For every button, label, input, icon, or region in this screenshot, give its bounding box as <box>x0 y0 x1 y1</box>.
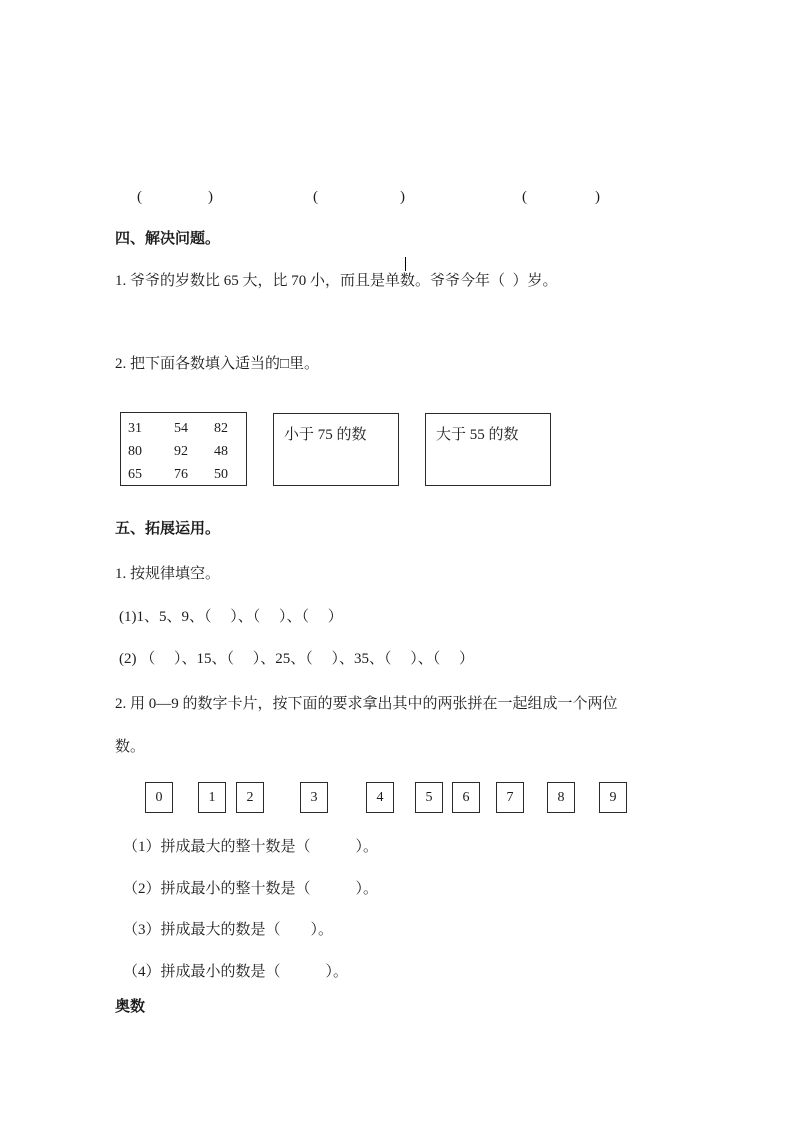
number-cell: 65 <box>128 467 142 482</box>
number-cell: 54 <box>174 421 188 436</box>
number-cell: 82 <box>214 421 228 436</box>
numbers-box <box>120 412 247 486</box>
pattern-line-2: (2) （ ）、15、（ ）、25、（ ）、35、（ ）、（ ） <box>119 651 474 667</box>
section4-q1-text: 1. 爷爷的岁数比 65 大，比 70 小，而且是单数。爷爷今年（ ）岁。 <box>115 273 558 289</box>
cards-question-line-2: 数。 <box>115 739 146 755</box>
close-paren: ) <box>208 189 213 205</box>
digit-card: 9 <box>599 782 627 813</box>
digit-card: 7 <box>496 782 524 813</box>
open-paren: ( <box>522 189 527 205</box>
answer-blank <box>137 189 213 206</box>
number-cell: 76 <box>174 467 188 482</box>
digit-card: 2 <box>236 782 264 813</box>
digit-card: 8 <box>547 782 575 813</box>
pattern-line-1: (1)1、5、9、（ ）、（ ）、（ ） <box>119 609 343 625</box>
sub-question-3: （3）拼成最大的数是（ ）。 <box>123 922 334 938</box>
answer-blank <box>313 189 405 206</box>
answer-blank <box>522 189 600 206</box>
text-cursor <box>405 257 406 271</box>
section4-q2-intro: 2. 把下面各数填入适当的□里。 <box>115 356 320 372</box>
sub-question-4: （4）拼成最小的数是（ ）。 <box>123 964 349 980</box>
number-cell: 48 <box>214 444 228 459</box>
less-than-75-box <box>273 413 399 486</box>
greater-than-55-box <box>425 413 551 486</box>
section5-heading: 五、拓展运用。 <box>115 521 221 537</box>
section4-heading: 四、解决问题。 <box>115 231 221 247</box>
digit-card: 0 <box>145 782 173 813</box>
digit-card: 6 <box>452 782 480 813</box>
less-than-75-label: 小于 75 的数 <box>284 427 367 443</box>
digit-card: 3 <box>300 782 328 813</box>
number-cell: 31 <box>128 421 142 436</box>
digit-cards-row <box>145 782 627 813</box>
sub-question-1: （1）拼成最大的整十数是（ ）。 <box>123 839 379 855</box>
open-paren: ( <box>313 189 318 205</box>
numbers-grid <box>121 413 246 483</box>
open-paren: ( <box>137 189 142 205</box>
section5-q1-intro: 1. 按规律填空。 <box>115 566 221 582</box>
number-cell: 50 <box>214 467 228 482</box>
sub-question-2: （2）拼成最小的整十数是（ ）。 <box>123 881 379 897</box>
number-cell: 80 <box>128 444 142 459</box>
cards-question-line-1: 2. 用 0—9 的数字卡片，按下面的要求拿出其中的两张拼在一起组成一个两位 <box>115 696 618 712</box>
olympiad-heading: 奥数 <box>115 999 146 1015</box>
digit-card: 1 <box>198 782 226 813</box>
close-paren: ) <box>400 189 405 205</box>
digit-card: 5 <box>415 782 443 813</box>
number-cell: 92 <box>174 444 188 459</box>
greater-than-55-label: 大于 55 的数 <box>436 427 519 443</box>
digit-card: 4 <box>366 782 394 813</box>
close-paren: ) <box>595 189 600 205</box>
